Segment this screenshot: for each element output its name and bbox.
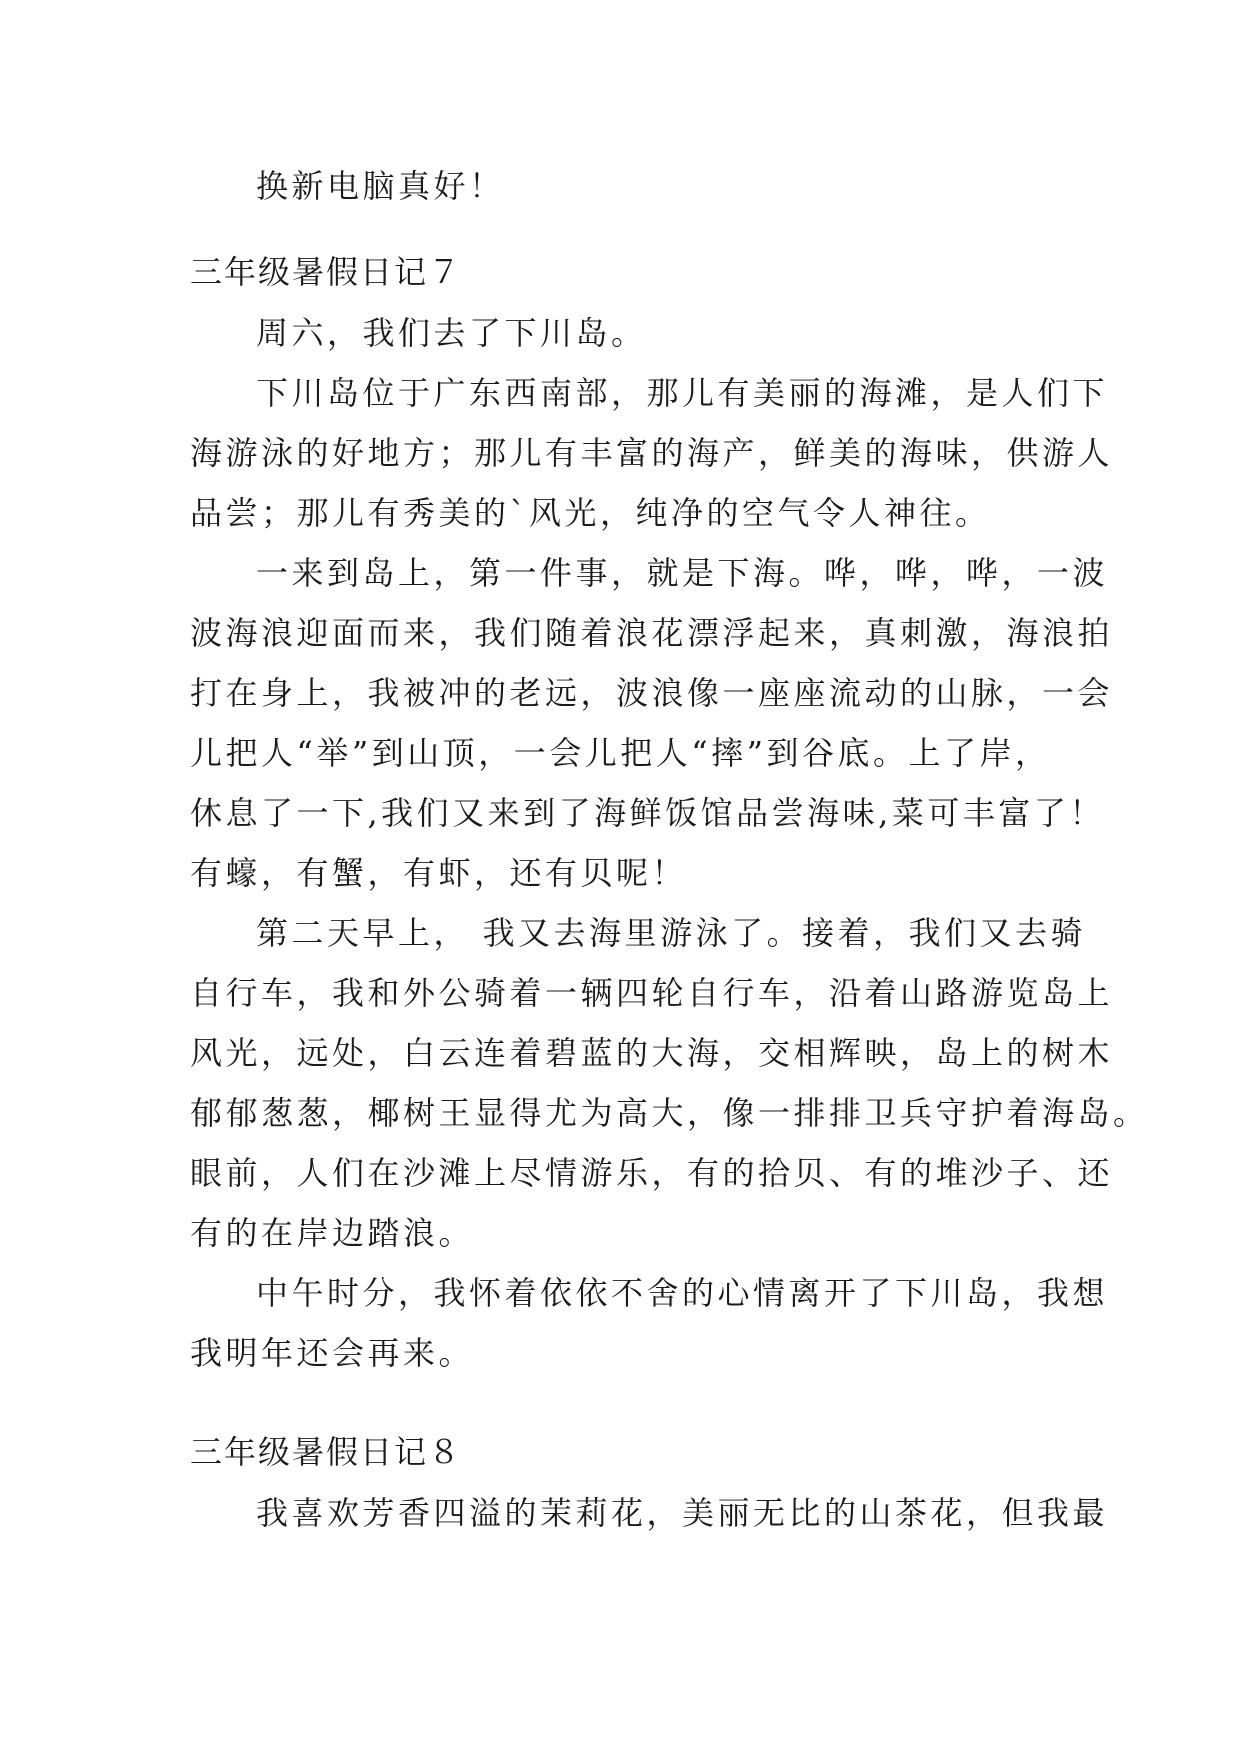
paragraph-line: 下川岛位于广东西南部，那儿有美丽的海滩，是人们下 xyxy=(256,374,1109,412)
paragraph-line: 儿把人“举”到山顶，一会儿把人“摔”到谷底。上了岸， xyxy=(190,734,1051,772)
paragraph-line: 换新电脑真好！ xyxy=(256,167,505,205)
paragraph-line: 海游泳的好地方；那儿有丰富的海产，鲜美的海味，供游人 xyxy=(190,434,1114,472)
paragraph-line: 品尝；那儿有秀美的`风光，纯净的空气令人神往。 xyxy=(190,494,991,532)
section-heading-diary-7: 三年级暑假日记７ xyxy=(190,253,463,291)
paragraph-line: 郁郁葱葱，椰树王显得尤为高大，像一排排卫兵守护着海岛。 xyxy=(190,1094,1149,1132)
paragraph-line: 一来到岛上，第一件事，就是下海。哗，哗，哗，一波 xyxy=(256,554,1109,592)
paragraph-line: 休息了一下,我们又来到了海鲜饭馆品尝海味,菜可丰富了！ xyxy=(190,794,1105,832)
section-heading-diary-8: 三年级暑假日记８ xyxy=(190,1433,463,1471)
paragraph-line: 风光，远处，白云连着碧蓝的大海，交相辉映，岛上的树木 xyxy=(190,1034,1114,1072)
paragraph-line: 打在身上，我被冲的老远，波浪像一座座流动的山脉，一会 xyxy=(190,674,1114,712)
paragraph-line: 第二天早上， 我又去海里游泳了。接着，我们又去骑 xyxy=(256,914,1087,952)
paragraph-line: 波海浪迎面而来，我们随着浪花漂浮起来，真刺激，海浪拍 xyxy=(190,614,1114,652)
paragraph-line: 自行车，我和外公骑着一辆四轮自行车，沿着山路游览岛上 xyxy=(190,974,1114,1012)
paragraph-line: 周六，我们去了下川岛。 xyxy=(256,314,647,352)
paragraph-line: 我明年还会再来。 xyxy=(190,1334,475,1372)
paragraph-line: 有蠔，有蟹，有虾，还有贝呢！ xyxy=(190,854,688,892)
paragraph-line: 中午时分，我怀着依依不舍的心情离开了下川岛，我想 xyxy=(256,1274,1109,1312)
paragraph-line: 眼前，人们在沙滩上尽情游乐，有的拾贝、有的堆沙子、还 xyxy=(190,1154,1114,1192)
paragraph-line: 有的在岸边踏浪。 xyxy=(190,1214,475,1252)
paragraph-line: 我喜欢芳香四溢的茉莉花，美丽无比的山茶花，但我最 xyxy=(256,1494,1109,1532)
